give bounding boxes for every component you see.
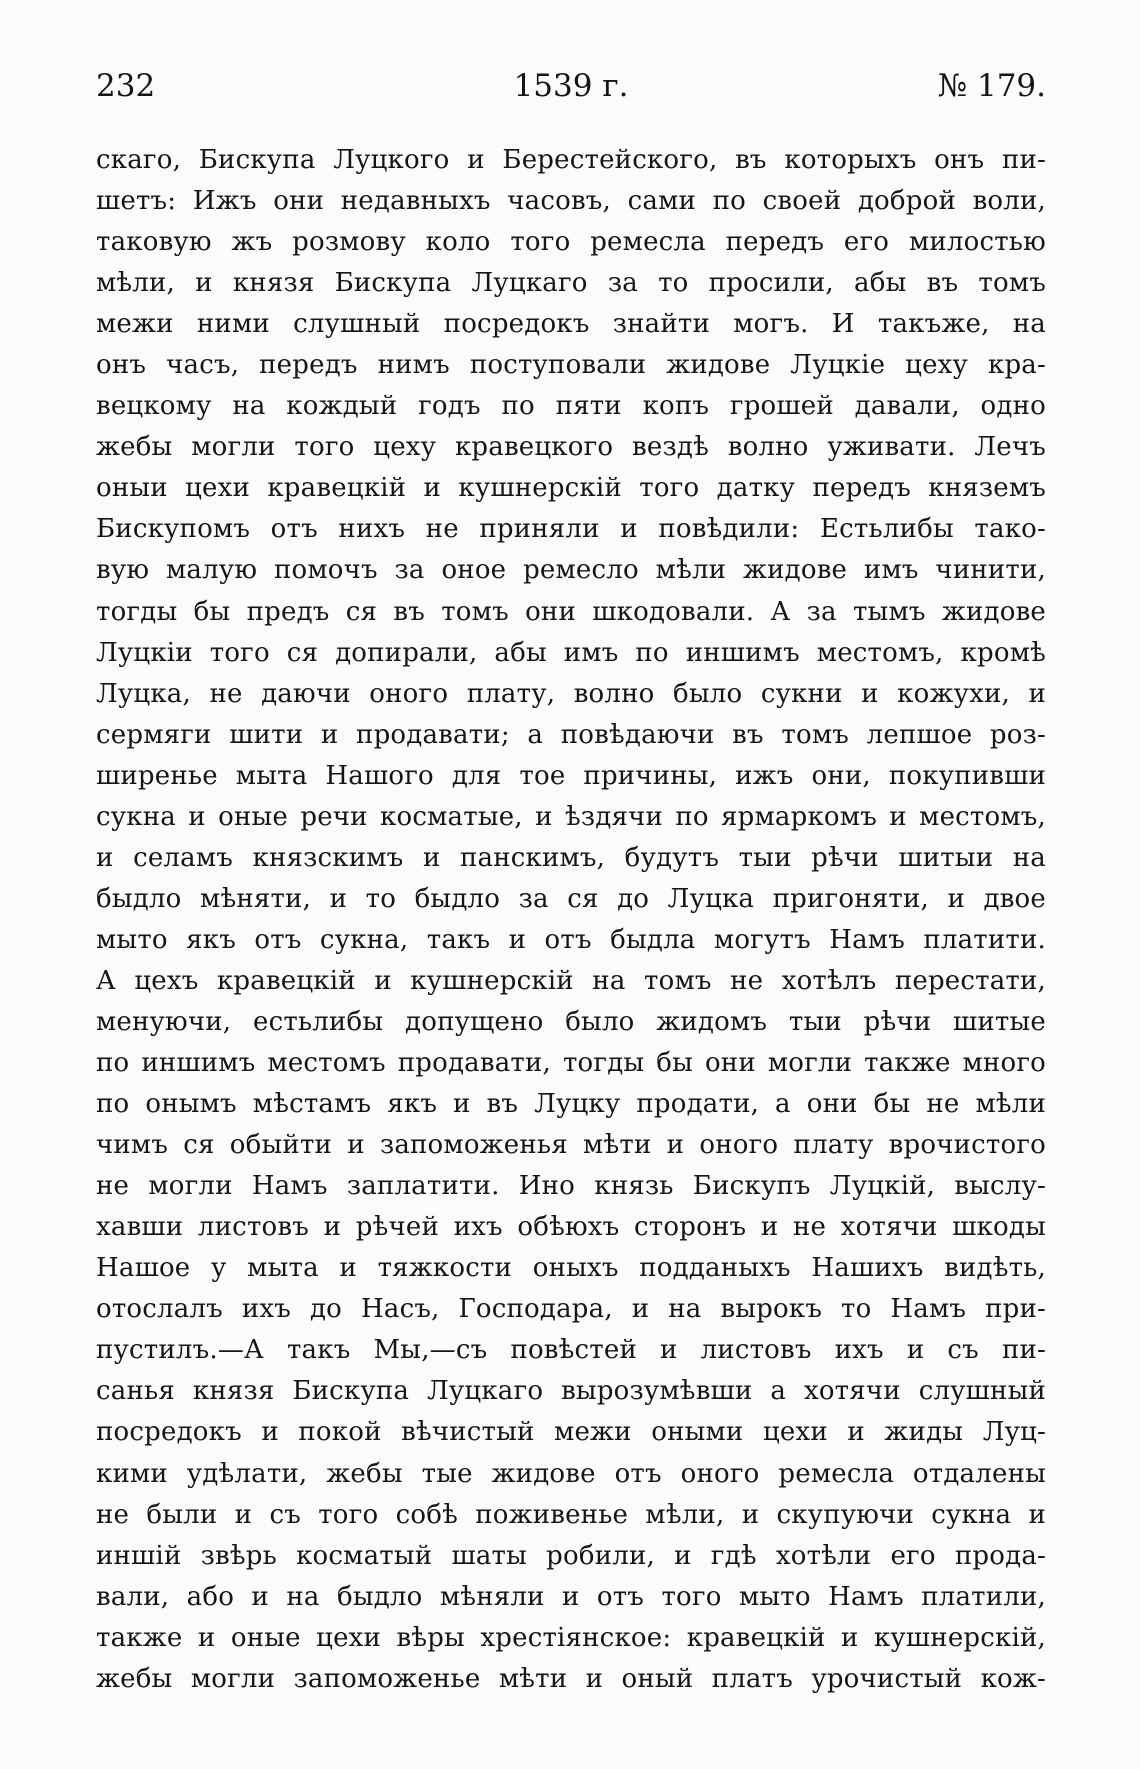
text-line: вую малую помочъ за оное ремесло мѣли жидове имъ чинити, — [96, 555, 1046, 586]
page-number: 232 — [96, 68, 156, 104]
text-line: тогды бы предъ ся въ томъ они шкодовали. А за тымъ жидове — [96, 596, 1046, 627]
text-line: Бискупомъ отъ нихъ не приняли и повѣдили: Естьлибы тако- — [96, 514, 1046, 545]
text-line: отослалъ ихъ до Насъ, Господара, и на вырокъ то Намъ при- — [96, 1294, 1046, 1325]
text-line: иншій звѣрь косматый шаты робили, и гдѣ хотѣли его прода- — [96, 1540, 1046, 1571]
text-line: мыто якъ отъ сукна, такъ и отъ быдла могутъ Намъ платити. — [96, 924, 1046, 955]
text-line: вали, або и на быдло мѣняли и отъ того мыто Намъ платили, — [96, 1581, 1046, 1612]
text-line: скаго, Бискупа Луцкого и Берестейского, въ которыхъ онъ пи- — [96, 145, 1046, 175]
text-line: жебы могли запоможенье мѣти и оный платъ урочистый кож- — [96, 1663, 1046, 1694]
text-line: сермяги шити и продавати; а повѣдаючи въ томъ лепшое роз- — [96, 719, 1046, 750]
text-line: санья князя Бискупа Луцкаго вырозумѣвши а хотячи слушный — [96, 1376, 1046, 1407]
document-number: № 179. — [937, 68, 1046, 104]
document-body — [96, 140, 1046, 1700]
text-line: чимъ ся обыйти и запоможенья мѣти и оного плату врочистого — [96, 1130, 1046, 1161]
document-year: 1539 г. — [513, 68, 629, 104]
text-line: Луцка, не даючи оного плату, волно было сукни и кожухи, и — [96, 678, 1046, 709]
text-line: быдло мѣняти, и то быдло за ся до Луцка пригоняти, и двое — [96, 883, 1046, 914]
text-line: таковую жъ розмову коло того ремесла передъ его милостью — [96, 227, 1046, 258]
text-line: кими удѣлати, жебы тые жидове отъ оного ремесла отдалены — [96, 1458, 1046, 1489]
text-line: также и оные цехи вѣры хрестіянское: кравецкій и кушнерскій, — [96, 1622, 1046, 1653]
text-line: и селамъ князскимъ и панскимъ, будутъ тыи рѣчи шитыи на — [96, 842, 1046, 873]
text-line: шетъ: Ижъ они недавныхъ часовъ, сами по своей доброй воли, — [96, 186, 1046, 217]
text-line: по онымъ мѣстамъ якъ и въ Луцку продати, а они бы не мѣли — [96, 1089, 1046, 1120]
text-line: Нашое у мыта и тяжкости оныхъ подданыхъ Нашихъ видѣть, — [96, 1253, 1046, 1284]
text-line: по иншимъ местомъ продавати, тогды бы они могли также много — [96, 1048, 1046, 1079]
text-line: посредокъ и покой вѣчистый межи оными цехи и жиды Луц- — [96, 1417, 1046, 1448]
text-line: вецкому на кождый годъ по пяти копъ грошей давали, одно — [96, 391, 1046, 422]
text-line: сукна и оные речи косматые, и ѣздячи по ярмаркомъ и местомъ, — [96, 801, 1046, 832]
text-line: онъ часъ, передъ нимъ поступовали жидове Луцкіе цеху кра- — [96, 350, 1046, 381]
text-line: не были и съ того собѣ поживенье мѣли, и скупуючи сукна и — [96, 1499, 1046, 1530]
text-line: А цехъ кравецкій и кушнерскій на томъ не хотѣлъ перестати, — [96, 965, 1046, 996]
text-line: пустилъ.—А такъ Мы,—съ повѣстей и листовъ ихъ и съ пи- — [96, 1335, 1046, 1366]
text-line: межи ними слушный посредокъ знайти могъ. И такъже, на — [96, 309, 1046, 340]
text-line: мѣли, и князя Бискупа Луцкаго за то просили, абы въ томъ — [96, 268, 1046, 299]
text-line: хавши листовъ и рѣчей ихъ обѣюхъ сторонъ и не хотячи шкоды — [96, 1212, 1046, 1243]
text-line: оныи цехи кравецкій и кушнерскій того датку передъ княземъ — [96, 473, 1046, 504]
text-line: ширенье мыта Нашого для тое причины, ижъ они, покупивши — [96, 760, 1046, 791]
text-line: жебы могли того цеху кравецкого вездѣ волно уживати. Лечъ — [96, 432, 1046, 463]
page-header — [96, 64, 1046, 108]
text-line: не могли Намъ заплатити. Ино князь Бискупъ Луцкій, выслу- — [96, 1171, 1046, 1202]
text-line: Луцкіи того ся допирали, абы имъ по иншимъ местомъ, кромѣ — [96, 637, 1046, 668]
text-line: менуючи, естьлибы допущено было жидомъ тыи рѣчи шитые — [96, 1006, 1046, 1037]
